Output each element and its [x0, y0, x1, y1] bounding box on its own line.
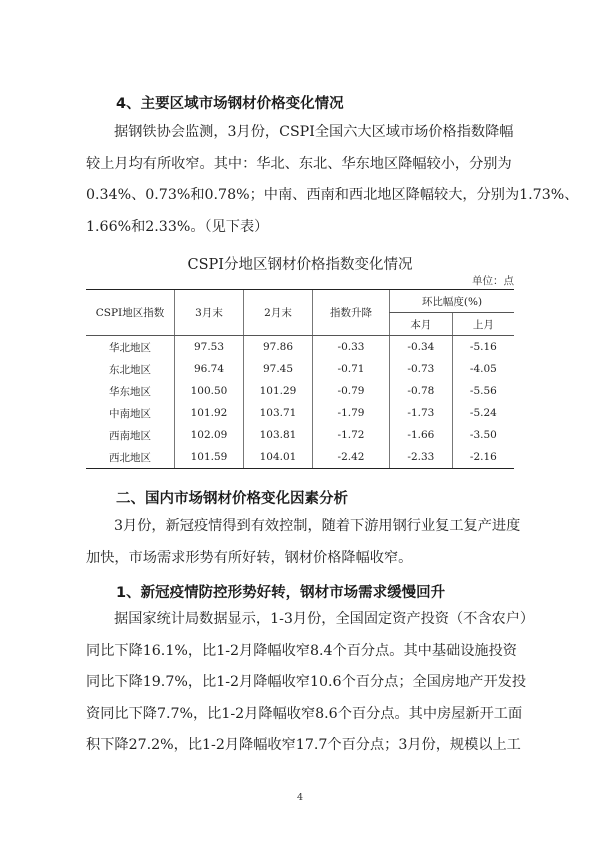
- cell-region: 华东地区: [109, 385, 151, 398]
- paragraph-line: 同比下降19.7%，比1-2月降幅收窄10.6个百分点；全国房地产开发投: [86, 674, 527, 690]
- cell-feb: 103.71: [244, 402, 313, 424]
- cell-this-month: -0.34: [390, 336, 453, 359]
- cell-change: -1.79: [313, 402, 390, 424]
- paragraph-market-factors: [86, 511, 526, 574]
- table-row: [86, 402, 514, 424]
- cell-this-month: -1.66: [390, 424, 453, 446]
- header-this-month: 本月: [390, 313, 453, 336]
- cell-feb: 97.45: [244, 358, 313, 380]
- cell-last-month: -2.16: [452, 446, 514, 469]
- table-row: [86, 336, 514, 359]
- cell-march: 101.92: [175, 402, 244, 424]
- cell-region: 中南地区: [109, 407, 151, 420]
- cell-change: -2.42: [313, 446, 390, 469]
- paragraph-line: 3月份，新冠疫情得到有效控制，随着下游用钢行业复工复产进度: [114, 518, 521, 534]
- cell-region: 西北地区: [86, 446, 175, 469]
- cell-last-month: -5.16: [452, 336, 514, 359]
- regional-price-index-table: [86, 289, 514, 469]
- cell-this-month: -0.73: [390, 358, 453, 380]
- cell-feb: 104.01: [244, 446, 313, 469]
- cell-change: -0.71: [313, 358, 390, 380]
- header-march: 3月末: [175, 290, 244, 336]
- paragraph-line: 较上月均有所收窄。其中：华北、东北、华东地区降幅较小，分别为: [86, 155, 512, 172]
- cell-march: 97.53: [175, 336, 244, 359]
- cell-this-month: -2.33: [390, 446, 453, 469]
- cell-march: 100.50: [175, 380, 244, 402]
- paragraph-investment-stats: [86, 604, 535, 762]
- header-change: 指数升降: [313, 290, 390, 336]
- table-row: [86, 380, 514, 402]
- paragraph-line: 据钢铁协会监测，3月份，CSPI全国六大区域市场价格指数降幅: [114, 124, 514, 140]
- cell-last-month: -4.05: [452, 358, 514, 380]
- cell-march: 101.59: [175, 446, 244, 469]
- paragraph-line: 据国家统计局数据显示，1-3月份，全国固定资产投资（不含农户）: [114, 611, 535, 627]
- cell-march: 102.09: [175, 424, 244, 446]
- paragraph-line: 同比下降16.1%，比1-2月降幅收窄8.4个百分点。其中基础设施投资: [86, 642, 517, 659]
- section-heading-2: 二、国内市场钢材价格变化因素分析: [116, 491, 348, 507]
- paragraph-line: 积下降27.2%，比1-2月降幅收窄17.7个百分点；3月份，规模以上工: [86, 737, 521, 753]
- paragraph-regional-index: [86, 117, 579, 243]
- cell-region: 西南地区: [109, 429, 151, 442]
- cell-last-month: -3.50: [452, 424, 514, 446]
- paragraph-line: 资同比下降7.7%，比1-2月降幅收窄8.6个百分点。其中房屋新开工面: [86, 705, 523, 722]
- table-unit: 单位：点: [472, 275, 514, 287]
- cell-feb: 103.81: [244, 424, 313, 446]
- table-title: CSPI分地区钢材价格指数变化情况: [187, 257, 413, 273]
- cell-region: 华北地区: [109, 341, 151, 354]
- cell-last-month: -5.56: [452, 380, 514, 402]
- table-row: [86, 358, 514, 380]
- header-feb: 2月末: [244, 290, 313, 336]
- subsection-heading-1: 1、新冠疫情防控形势好转，钢材市场需求缓慢回升: [116, 585, 446, 601]
- cell-change: -0.33: [313, 336, 390, 359]
- cell-this-month: -1.73: [390, 402, 453, 424]
- cell-feb: 97.86: [244, 336, 313, 359]
- page-number: 4: [296, 792, 304, 803]
- header-region: CSPI地区指数: [86, 290, 175, 336]
- section-heading-4: 4、主要区域市场钢材价格变化情况: [116, 96, 344, 112]
- table-row: [86, 424, 514, 446]
- header-mom: 环比幅度(%): [390, 290, 515, 313]
- paragraph-line: 0.34%、0.73%和0.78%；中南、西南和西北地区降幅较大，分别为1.73%、: [86, 187, 579, 203]
- paragraph-line: 加快，市场需求形势有所好转，钢材价格降幅收窄。: [86, 549, 413, 566]
- cell-change: -1.72: [313, 424, 390, 446]
- cell-region: 东北地区: [109, 363, 151, 376]
- cell-this-month: -0.78: [390, 380, 453, 402]
- paragraph-line: 1.66%和2.33%。（见下表）: [86, 218, 269, 235]
- cell-feb: 101.29: [244, 380, 313, 402]
- cell-last-month: -5.24: [452, 402, 514, 424]
- cell-march: 96.74: [175, 358, 244, 380]
- header-last-month: 上月: [452, 313, 514, 336]
- cell-change: -0.79: [313, 380, 390, 402]
- table-row: [86, 446, 514, 469]
